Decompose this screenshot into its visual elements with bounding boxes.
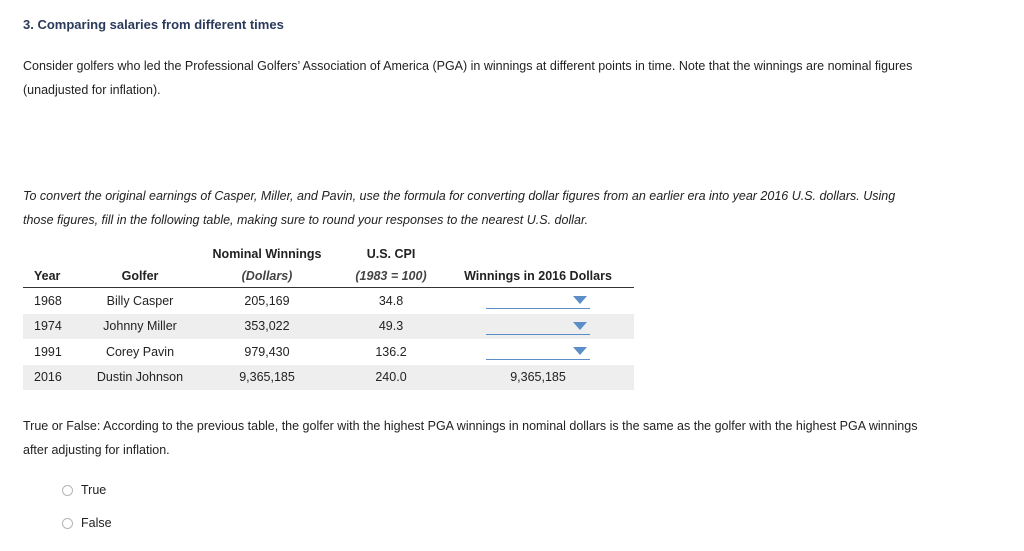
intro-text: Consider golfers who led the Professional Golfers’ Association of America (PGA) in winnings at different points in time. Note that the winnings are nominal figures (unadjusted for inflation). xyxy=(23,59,913,97)
question-title: 3. Comparing salaries from different times xyxy=(23,17,284,32)
cell-year: 2016 xyxy=(23,365,86,391)
table-header-row-2 xyxy=(23,265,634,288)
salary-table xyxy=(23,243,634,390)
cell-nominal: 205,169 xyxy=(244,293,290,308)
option-false-label[interactable]: False xyxy=(81,516,112,530)
cell-nominal: 353,022 xyxy=(194,314,340,340)
header-golfer: Golfer xyxy=(86,265,194,288)
header-winnings-2016: Winnings in 2016 Dollars xyxy=(442,265,634,288)
cell-winnings-2016 xyxy=(442,288,634,314)
header-cpi-sub: (1983 = 100) xyxy=(340,265,442,288)
cell-golfer: Billy Casper xyxy=(106,293,174,308)
cell-winnings-2016: 9,365,185 xyxy=(442,365,634,391)
header-nominal-sub: (Dollars) xyxy=(194,265,340,288)
cell-year: 1991 xyxy=(34,344,62,359)
radio-false[interactable] xyxy=(62,518,73,529)
cell-winnings-2016 xyxy=(442,314,634,340)
cell-winnings-2016 xyxy=(442,339,634,365)
cell-cpi: 49.3 xyxy=(340,314,442,340)
cell-cpi: 240.0 xyxy=(340,365,442,391)
dropdown-arrow-icon[interactable] xyxy=(573,322,587,330)
winnings-dropdown-miller[interactable] xyxy=(486,318,590,335)
header-year: Year xyxy=(23,265,86,288)
option-false[interactable] xyxy=(62,516,112,530)
dropdown-arrow-icon[interactable] xyxy=(573,296,587,304)
winnings-dropdown-casper[interactable] xyxy=(486,292,590,309)
instruction-text: To convert the original earnings of Casper, Miller, and Pavin, use the formula for converting dollar figures from an earlier era into year 2016 U.S. dollars. Using those figures, fill in the following table, making sure to round your responses to the nearest U.S. dollar. xyxy=(23,189,896,227)
header-nominal: Nominal Winnings xyxy=(212,247,322,261)
cell-nominal: 9,365,185 xyxy=(194,365,340,391)
option-true[interactable] xyxy=(62,483,106,497)
table-row xyxy=(23,365,634,391)
cell-year: 1968 xyxy=(34,293,62,308)
table-row xyxy=(23,339,634,365)
option-true-label[interactable]: True xyxy=(81,483,107,497)
table-row xyxy=(23,288,634,314)
winnings-dropdown-pavin[interactable] xyxy=(486,343,590,360)
cell-year: 1974 xyxy=(23,314,86,340)
header-cpi: U.S. CPI xyxy=(366,247,416,261)
table-header-row-1 xyxy=(23,243,634,265)
cell-nominal: 979,430 xyxy=(244,344,290,359)
cell-cpi: 34.8 xyxy=(378,293,404,308)
cell-cpi: 136.2 xyxy=(375,344,407,359)
true-false-prompt: True or False: According to the previous table, the golfer with the highest PGA winnings in nominal dollars is the same as the golfer with the highest PGA winnings after adjusting for inflation. xyxy=(23,419,918,457)
cell-golfer: Johnny Miller xyxy=(86,314,194,340)
table-row xyxy=(23,314,634,340)
cell-golfer: Dustin Johnson xyxy=(86,365,194,391)
dropdown-arrow-icon[interactable] xyxy=(573,347,587,355)
radio-true[interactable] xyxy=(62,485,73,496)
cell-golfer: Corey Pavin xyxy=(105,344,175,359)
